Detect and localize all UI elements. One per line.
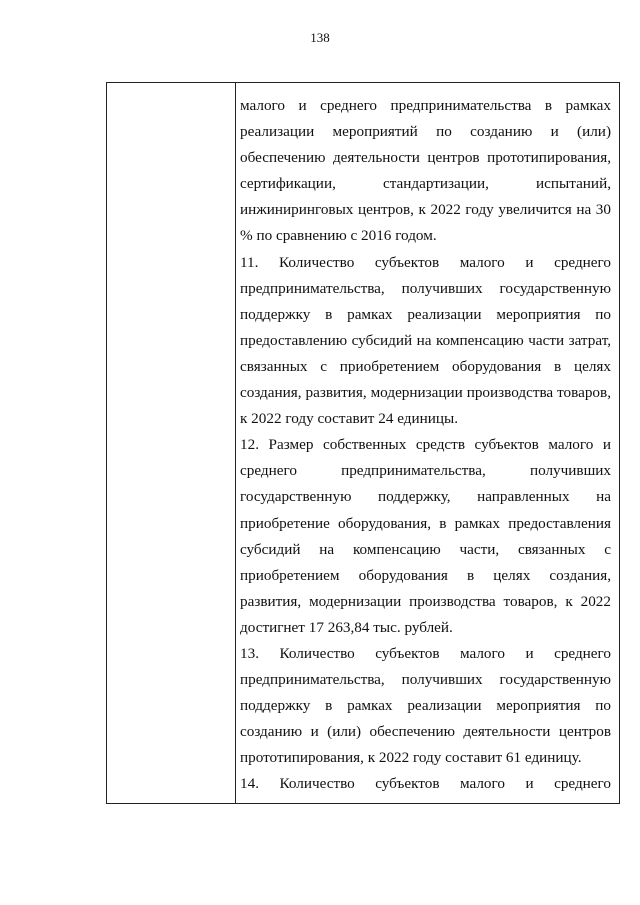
text-line: достигнет 17 263,84 тыс. рублей. <box>240 618 453 636</box>
text-line: создания, развития, модернизации производства товаров, <box>240 384 611 402</box>
text-line: приобретение оборудования, в рамках предоставления <box>240 514 611 532</box>
text-line: 13. Количество субъектов малого и среднего <box>240 644 611 662</box>
text-line: к 2022 году составит 24 единицы. <box>240 410 458 428</box>
text-line: среднего предпринимательства, получивших <box>240 462 611 480</box>
text-line: обеспечению деятельности центров прототипирования, <box>240 149 611 167</box>
text-line: поддержку в рамках реализации мероприятия по <box>240 697 611 715</box>
table-left-cell <box>107 83 236 803</box>
text-line: государственную поддержку, направленных на <box>240 488 611 506</box>
paragraph <box>240 250 611 433</box>
text-line: созданию и (или) обеспечению деятельности центров <box>240 723 611 741</box>
text-line: предпринимательства, получивших государственную <box>240 671 611 689</box>
text-line: 12. Размер собственных средств субъектов малого и <box>240 436 611 454</box>
text-line: % по сравнению с 2016 годом. <box>240 227 437 245</box>
table-right-cell <box>240 93 611 798</box>
paragraph <box>240 93 611 250</box>
text-line: предоставлению субсидий на компенсацию части затрат, <box>240 331 611 349</box>
text-line: малого и среднего предпринимательства в рамках <box>240 97 611 114</box>
text-line: развития, модернизации производства товаров, к 2022 <box>240 592 611 610</box>
text-line: инжиниринговых центров, к 2022 году увеличится на 30 <box>240 201 611 219</box>
text-line: поддержку в рамках реализации мероприятия по <box>240 305 611 323</box>
text-line: сертификации, стандартизации, испытаний, <box>240 175 611 193</box>
text-line: 14. Количество субъектов малого и среднего <box>240 775 611 793</box>
text-line: прототипирования, к 2022 году составит 61 единицу. <box>240 749 582 767</box>
paragraph <box>240 771 611 797</box>
text-line: связанных с приобретением оборудования в целях <box>240 357 611 375</box>
text-line: приобретением оборудования в целях создания, <box>240 566 611 584</box>
text-line: реализации мероприятий по созданию и (или) <box>240 123 611 141</box>
paragraph <box>240 641 611 771</box>
page-number: 138 <box>310 30 330 45</box>
document-table <box>106 82 620 804</box>
text-line: 11. Количество субъектов малого и среднего <box>240 253 611 271</box>
paragraph <box>240 432 611 641</box>
text-line: предпринимательства, получивших государственную <box>240 279 611 297</box>
text-line: субсидий на компенсацию части, связанных с <box>240 540 611 558</box>
